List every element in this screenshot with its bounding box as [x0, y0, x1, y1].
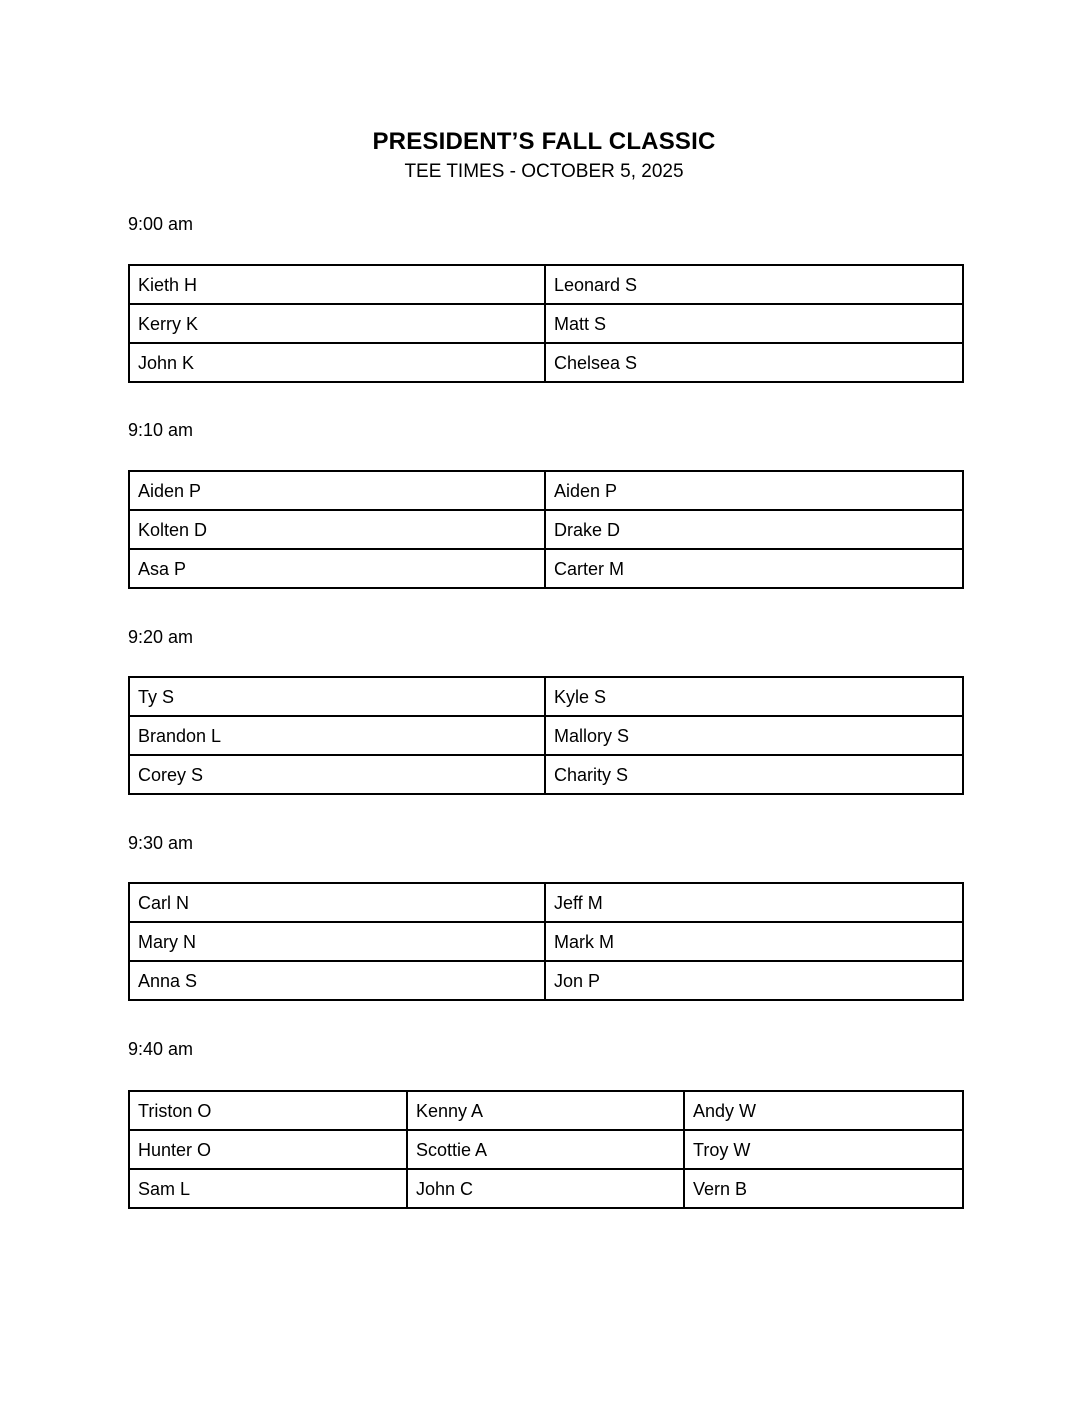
player-name-cell: Aiden P: [545, 471, 963, 510]
player-name-cell: Chelsea S: [545, 343, 963, 382]
player-name-cell: Brandon L: [129, 716, 545, 755]
table-row: [129, 343, 963, 382]
player-name-cell: Kyle S: [545, 677, 963, 716]
table-row: [129, 716, 963, 755]
tee-time-group-table: [128, 264, 964, 383]
table-row: [129, 510, 963, 549]
player-name-cell: Asa P: [129, 549, 545, 588]
player-name-cell: Kolten D: [129, 510, 545, 549]
tee-time-group-table: [128, 470, 964, 589]
player-name-cell: Vern B: [684, 1169, 963, 1208]
tee-time-label: 9:30 am: [128, 833, 194, 853]
tee-time-group-table: [128, 1090, 964, 1209]
player-name-cell: Mary N: [129, 922, 545, 961]
player-name-cell: Scottie A: [407, 1130, 684, 1169]
player-name-cell: John K: [129, 343, 545, 382]
table-row: [129, 549, 963, 588]
table-row: [129, 755, 963, 794]
tee-time-label: 9:10 am: [128, 420, 194, 440]
player-name-cell: Anna S: [129, 961, 545, 1000]
tee-time-label: 9:20 am: [128, 627, 194, 647]
player-name-cell: Mark M: [545, 922, 963, 961]
table-row: [129, 922, 963, 961]
player-name-cell: Kenny A: [407, 1091, 684, 1130]
table-row: [129, 883, 963, 922]
player-name-cell: John C: [407, 1169, 684, 1208]
table-row: [129, 265, 963, 304]
player-name-cell: Kerry K: [129, 304, 545, 343]
player-name-cell: Charity S: [545, 755, 963, 794]
tee-time-group-table: [128, 676, 964, 795]
player-name-cell: Hunter O: [129, 1130, 407, 1169]
player-name-cell: Mallory S: [545, 716, 963, 755]
page-subtitle: TEE TIMES - OCTOBER 5, 2025: [404, 161, 684, 182]
player-name-cell: Leonard S: [545, 265, 963, 304]
player-name-cell: Sam L: [129, 1169, 407, 1208]
tee-time-group-table: [128, 882, 964, 1001]
player-name-cell: Kieth H: [129, 265, 545, 304]
table-row: [129, 961, 963, 1000]
player-name-cell: Matt S: [545, 304, 963, 343]
player-name-cell: Carl N: [129, 883, 545, 922]
player-name-cell: Carter M: [545, 549, 963, 588]
player-name-cell: Jeff M: [545, 883, 963, 922]
table-row: [129, 1091, 963, 1130]
player-name-cell: Corey S: [129, 755, 545, 794]
player-name-cell: Troy W: [684, 1130, 963, 1169]
player-name-cell: Jon P: [545, 961, 963, 1000]
player-name-cell: Ty S: [129, 677, 545, 716]
tee-time-label: 9:00 am: [128, 214, 194, 234]
page-title: PRESIDENT’S FALL CLASSIC: [372, 128, 716, 155]
table-row: [129, 677, 963, 716]
table-row: [129, 471, 963, 510]
tee-time-label: 9:40 am: [128, 1039, 194, 1059]
player-name-cell: Andy W: [684, 1091, 963, 1130]
table-row: [129, 1130, 963, 1169]
player-name-cell: Drake D: [545, 510, 963, 549]
table-row: [129, 1169, 963, 1208]
player-name-cell: Triston O: [129, 1091, 407, 1130]
player-name-cell: Aiden P: [129, 471, 545, 510]
table-row: [129, 304, 963, 343]
